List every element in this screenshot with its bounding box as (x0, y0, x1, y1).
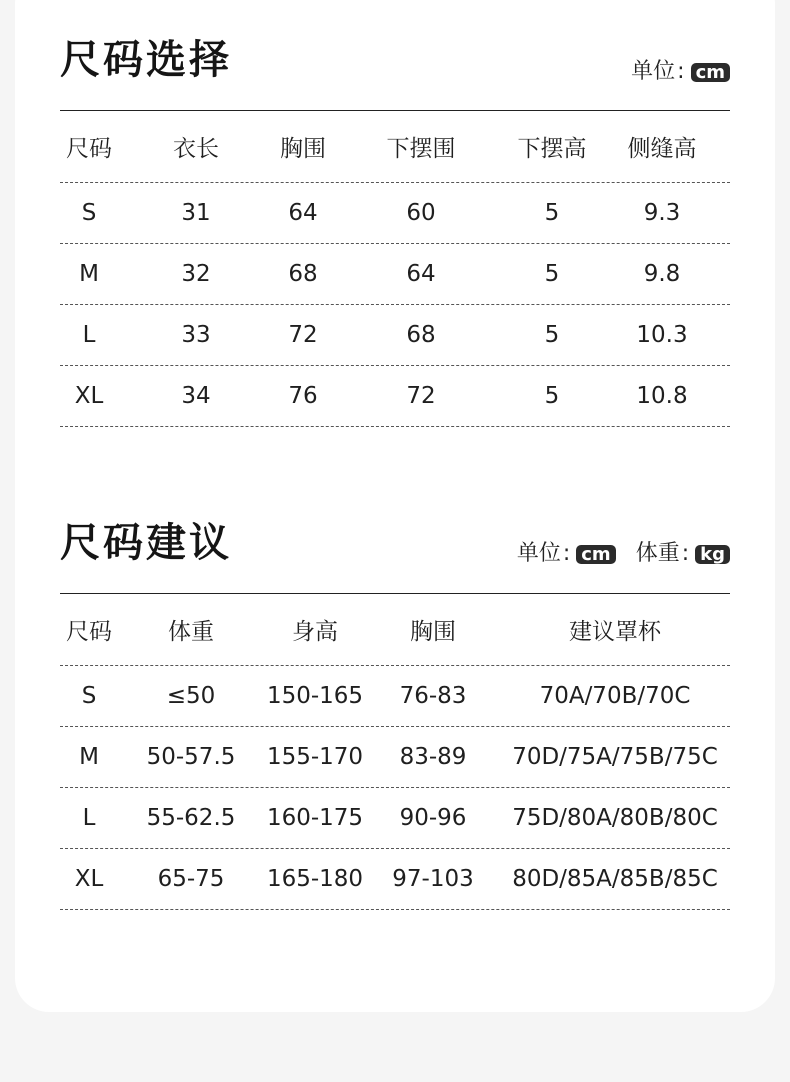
table-header-row (60, 111, 730, 183)
table-cell: 150-165 (266, 683, 364, 709)
table-cell: 31 (181, 200, 211, 226)
weight-colon: : (681, 541, 690, 566)
table-cell: 75D/80A/80B/80C (512, 805, 718, 831)
table-row (60, 727, 730, 788)
table-row (60, 305, 730, 366)
table-cell: 33 (181, 322, 211, 348)
table-cell: 155-170 (266, 744, 364, 770)
size-select-title: 尺码选择 (60, 37, 232, 83)
table-cell: 9.8 (643, 261, 681, 287)
table-header-cell: 胸围 (280, 136, 326, 162)
table-cell: L (82, 805, 96, 831)
table-cell: XL (74, 383, 104, 409)
table-cell: 83-89 (399, 744, 467, 770)
table-row (60, 244, 730, 305)
table-cell: 50-57.5 (146, 744, 236, 770)
table-cell: 5 (544, 322, 560, 348)
size-advice-table (60, 593, 730, 910)
unit-colon: : (562, 541, 571, 566)
table-row (60, 183, 730, 244)
table-cell: 76 (288, 383, 318, 409)
table-cell: 55-62.5 (146, 805, 236, 831)
table-header-cell: 下摆高 (517, 136, 587, 162)
table-cell: 68 (288, 261, 318, 287)
table-header-row (60, 594, 730, 666)
table-cell: 65-75 (157, 866, 225, 892)
table-header-cell: 尺码 (66, 136, 112, 162)
unit-colon: : (677, 59, 685, 84)
table-cell: M (79, 744, 99, 770)
table-header-cell: 衣长 (173, 136, 219, 162)
table-cell: ≤50 (166, 683, 216, 709)
table-cell: M (79, 261, 99, 287)
table-header-cell: 下摆围 (386, 136, 456, 162)
table-cell: 70D/75A/75B/75C (512, 744, 718, 770)
size-select-table (60, 110, 730, 427)
unit-label: 单位 (631, 59, 676, 84)
table-cell: 80D/85A/85B/85C (512, 866, 718, 892)
unit-badge-kg: kg (695, 545, 730, 564)
table-cell: 5 (544, 200, 560, 226)
table-row (60, 666, 730, 727)
table-cell: L (82, 322, 96, 348)
weight-label: 体重 (635, 541, 680, 566)
table-cell: 10.3 (636, 322, 688, 348)
table-header-cell: 尺码 (66, 619, 112, 645)
table-cell: 72 (288, 322, 318, 348)
table-header-cell: 身高 (292, 619, 338, 645)
table-cell: 5 (544, 261, 560, 287)
table-cell: 10.8 (636, 383, 688, 409)
table-cell: 72 (406, 383, 436, 409)
unit-badge-cm: cm (576, 545, 615, 564)
table-header-cell: 侧缝高 (627, 136, 697, 162)
table-cell: 70A/70B/70C (539, 683, 691, 709)
table-cell: XL (74, 866, 104, 892)
table-cell: S (81, 683, 97, 709)
table-cell: 34 (181, 383, 211, 409)
table-cell: 64 (406, 261, 436, 287)
table-header-cell: 体重 (168, 619, 214, 645)
table-cell: 165-180 (266, 866, 364, 892)
table-cell: 64 (288, 200, 318, 226)
table-cell: 97-103 (392, 866, 474, 892)
size-select-unit (631, 58, 730, 86)
table-cell: 60 (406, 200, 436, 226)
table-cell: 9.3 (643, 200, 681, 226)
unit-label: 单位 (516, 541, 561, 566)
table-cell: 76-83 (399, 683, 467, 709)
size-advice-unit (517, 540, 730, 568)
table-cell: S (81, 200, 97, 226)
table-cell: 90-96 (399, 805, 467, 831)
table-row (60, 849, 730, 910)
table-header-cell: 胸围 (410, 619, 456, 645)
size-advice-title: 尺码建议 (60, 520, 232, 566)
unit-badge-cm: cm (691, 63, 730, 82)
table-row (60, 788, 730, 849)
table-cell: 5 (544, 383, 560, 409)
table-header-cell: 建议罩杯 (569, 619, 661, 645)
table-cell: 68 (406, 322, 436, 348)
table-cell: 32 (181, 261, 211, 287)
table-row (60, 366, 730, 427)
table-cell: 160-175 (266, 805, 364, 831)
